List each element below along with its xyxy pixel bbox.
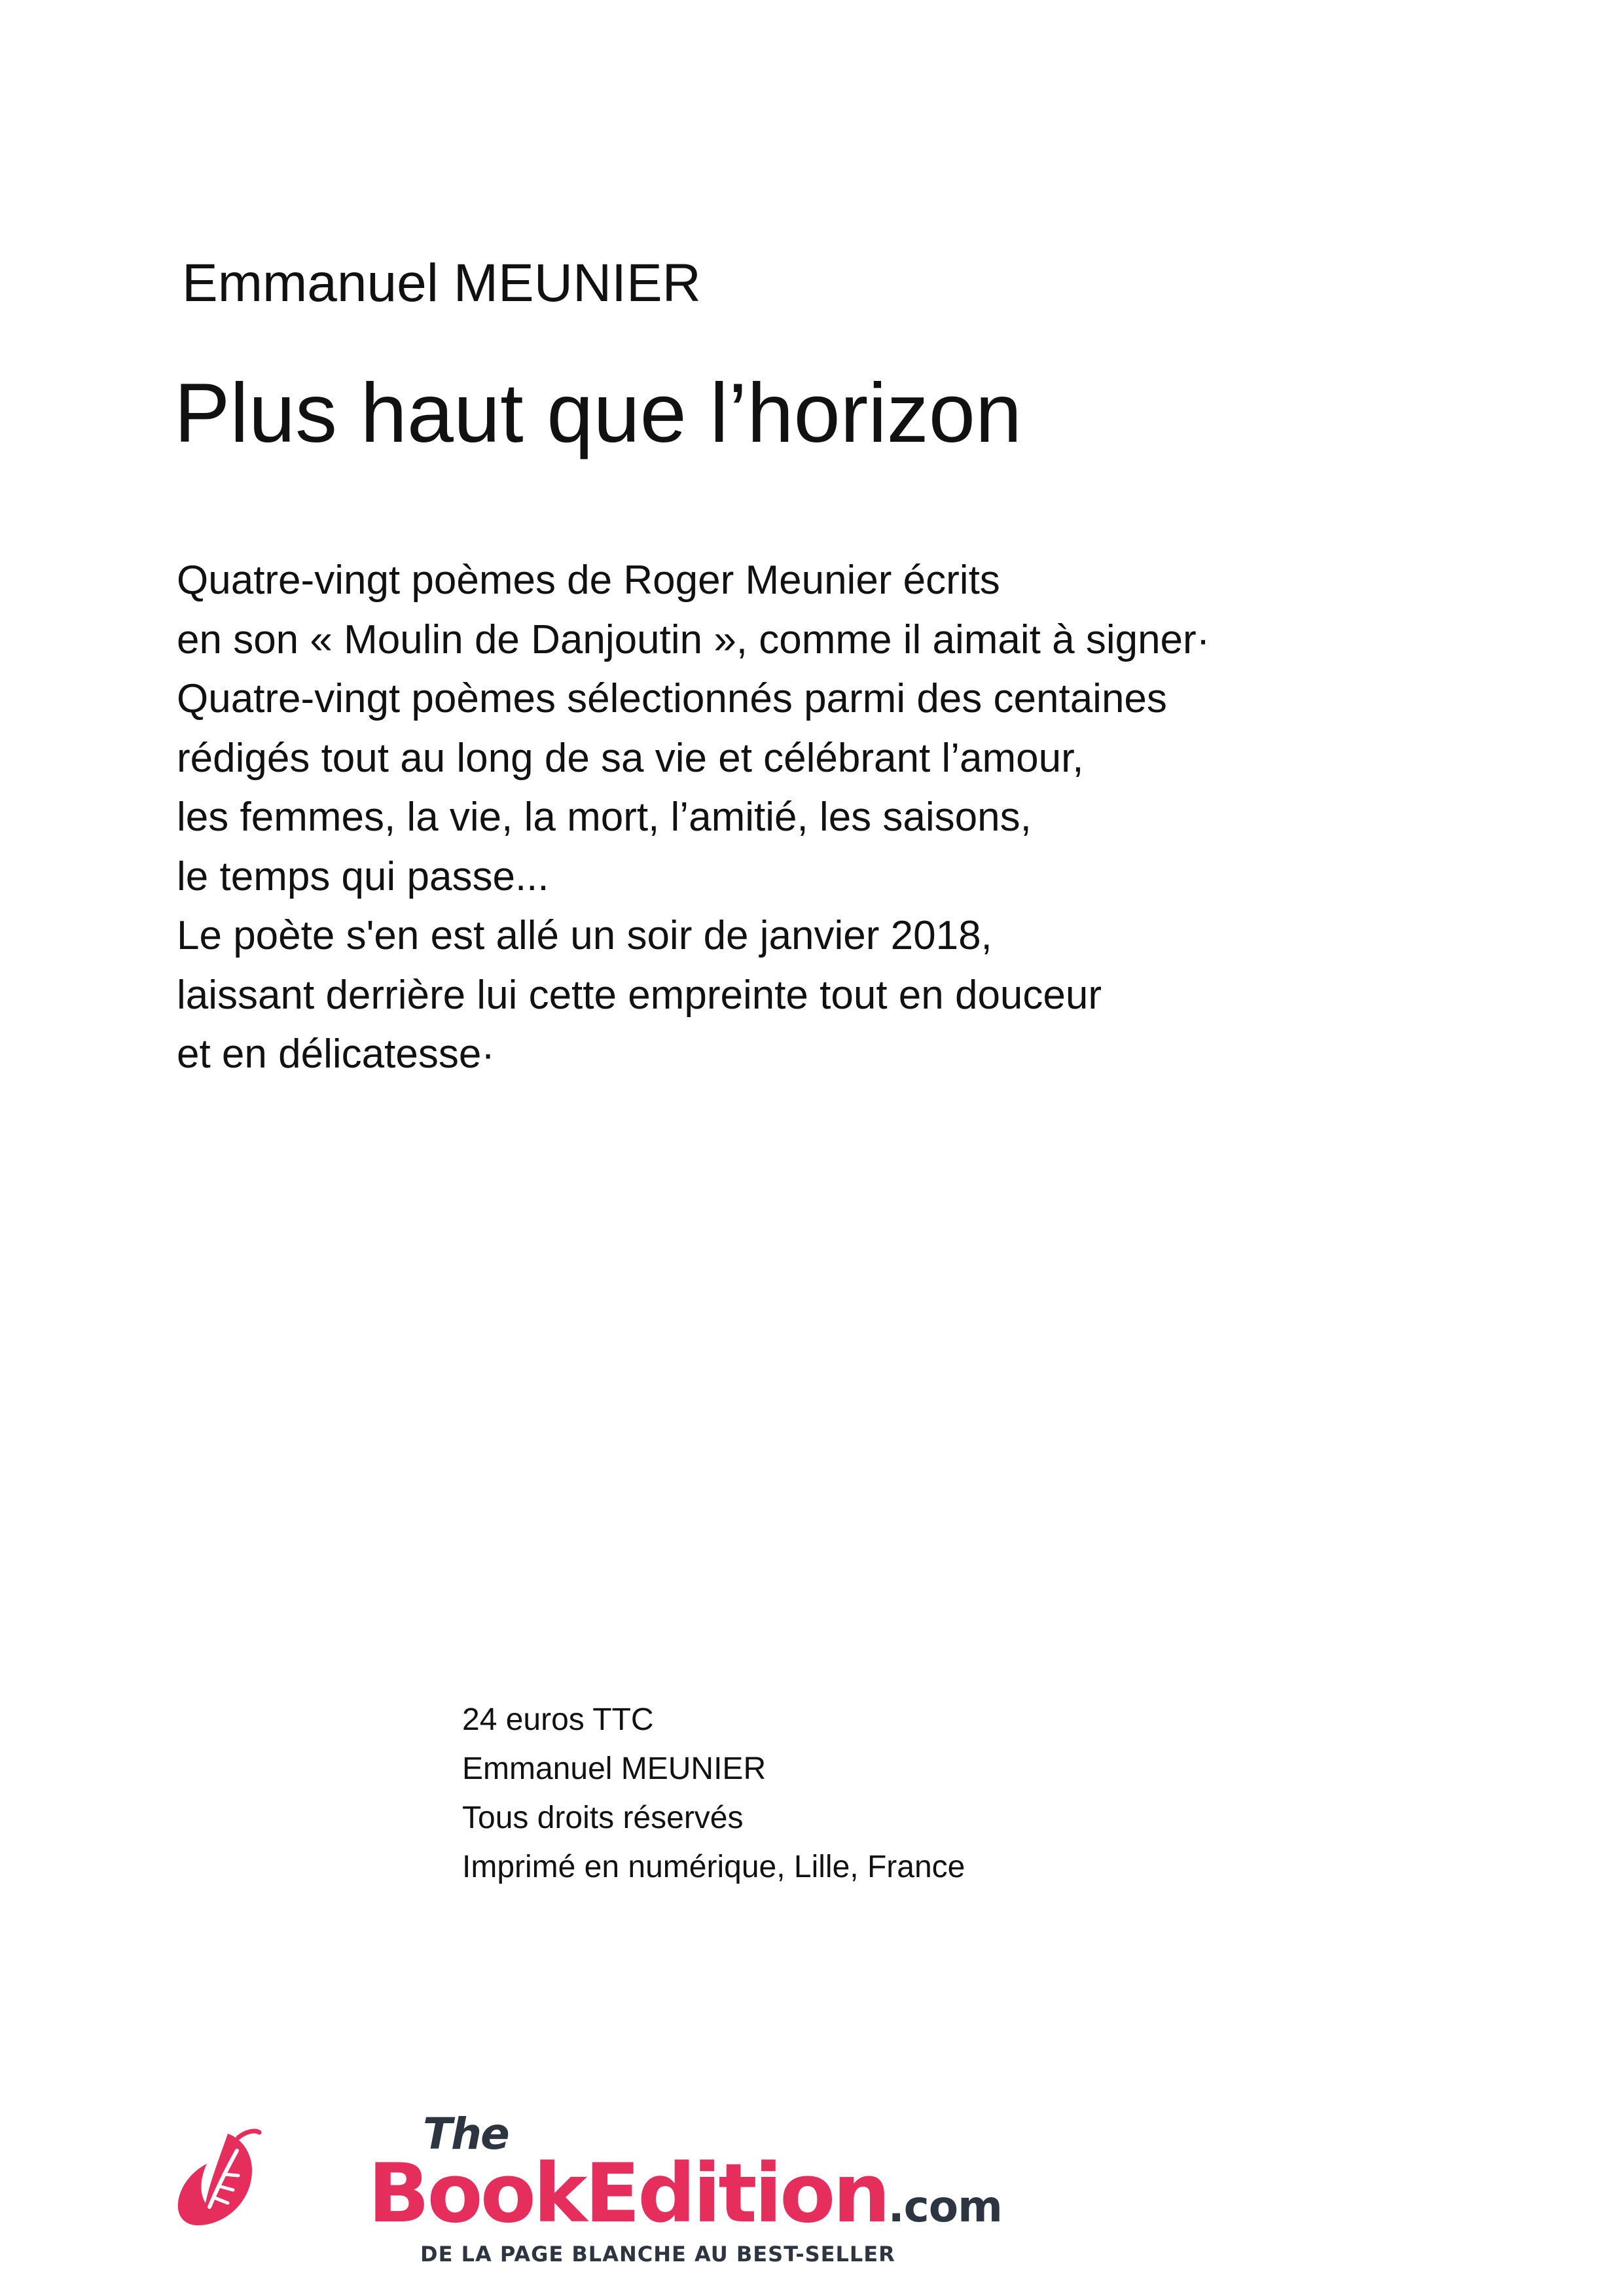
summary-line: Quatre-vingt poèmes de Roger Meunier écrits — [177, 558, 1000, 603]
summary-line: rédigés tout au long de sa vie et célébrant l’amour, — [177, 735, 1084, 781]
summary-line: et en délicatesse· — [177, 1031, 495, 1077]
summary-line: en son « Moulin de Danjoutin », comme il aimait à signer· — [177, 617, 1210, 662]
summary-line: Le poète s'en est allé un soir de janvier 2018, — [177, 913, 992, 958]
back-cover-summary — [177, 551, 1210, 1085]
book-title: Plus haut que l’horizon — [174, 367, 1022, 460]
author-name: Emmanuel MEUNIER — [182, 253, 701, 313]
summary-line: les femmes, la vie, la mort, l’amitié, les saisons, — [177, 795, 1032, 840]
logo-wordmark — [368, 2147, 1002, 2241]
logo-tagline: DE LA PAGE BLANCHE AU BEST-SELLER — [420, 2242, 895, 2267]
price: 24 euros TTC — [462, 1702, 654, 1737]
logo-domain: .com — [888, 2181, 1002, 2232]
print-location: Imprimé en numérique, Lille, France — [462, 1850, 965, 1884]
quill-feather-icon — [173, 2128, 262, 2233]
copyright-holder: Emmanuel MEUNIER — [462, 1751, 767, 1786]
publisher-logo — [173, 2111, 1024, 2269]
summary-line: le temps qui passe... — [177, 853, 549, 899]
logo-the: The — [423, 2109, 509, 2159]
logo-brand-name: BookEdition — [368, 2147, 888, 2241]
summary-line: Quatre-vingt poèmes sélectionnés parmi des centaines — [177, 676, 1167, 721]
imprint-info — [462, 1695, 965, 1892]
summary-line: laissant derrière lui cette empreinte tout en douceur — [177, 972, 1102, 1018]
rights-notice: Tous droits réservés — [462, 1801, 744, 1835]
